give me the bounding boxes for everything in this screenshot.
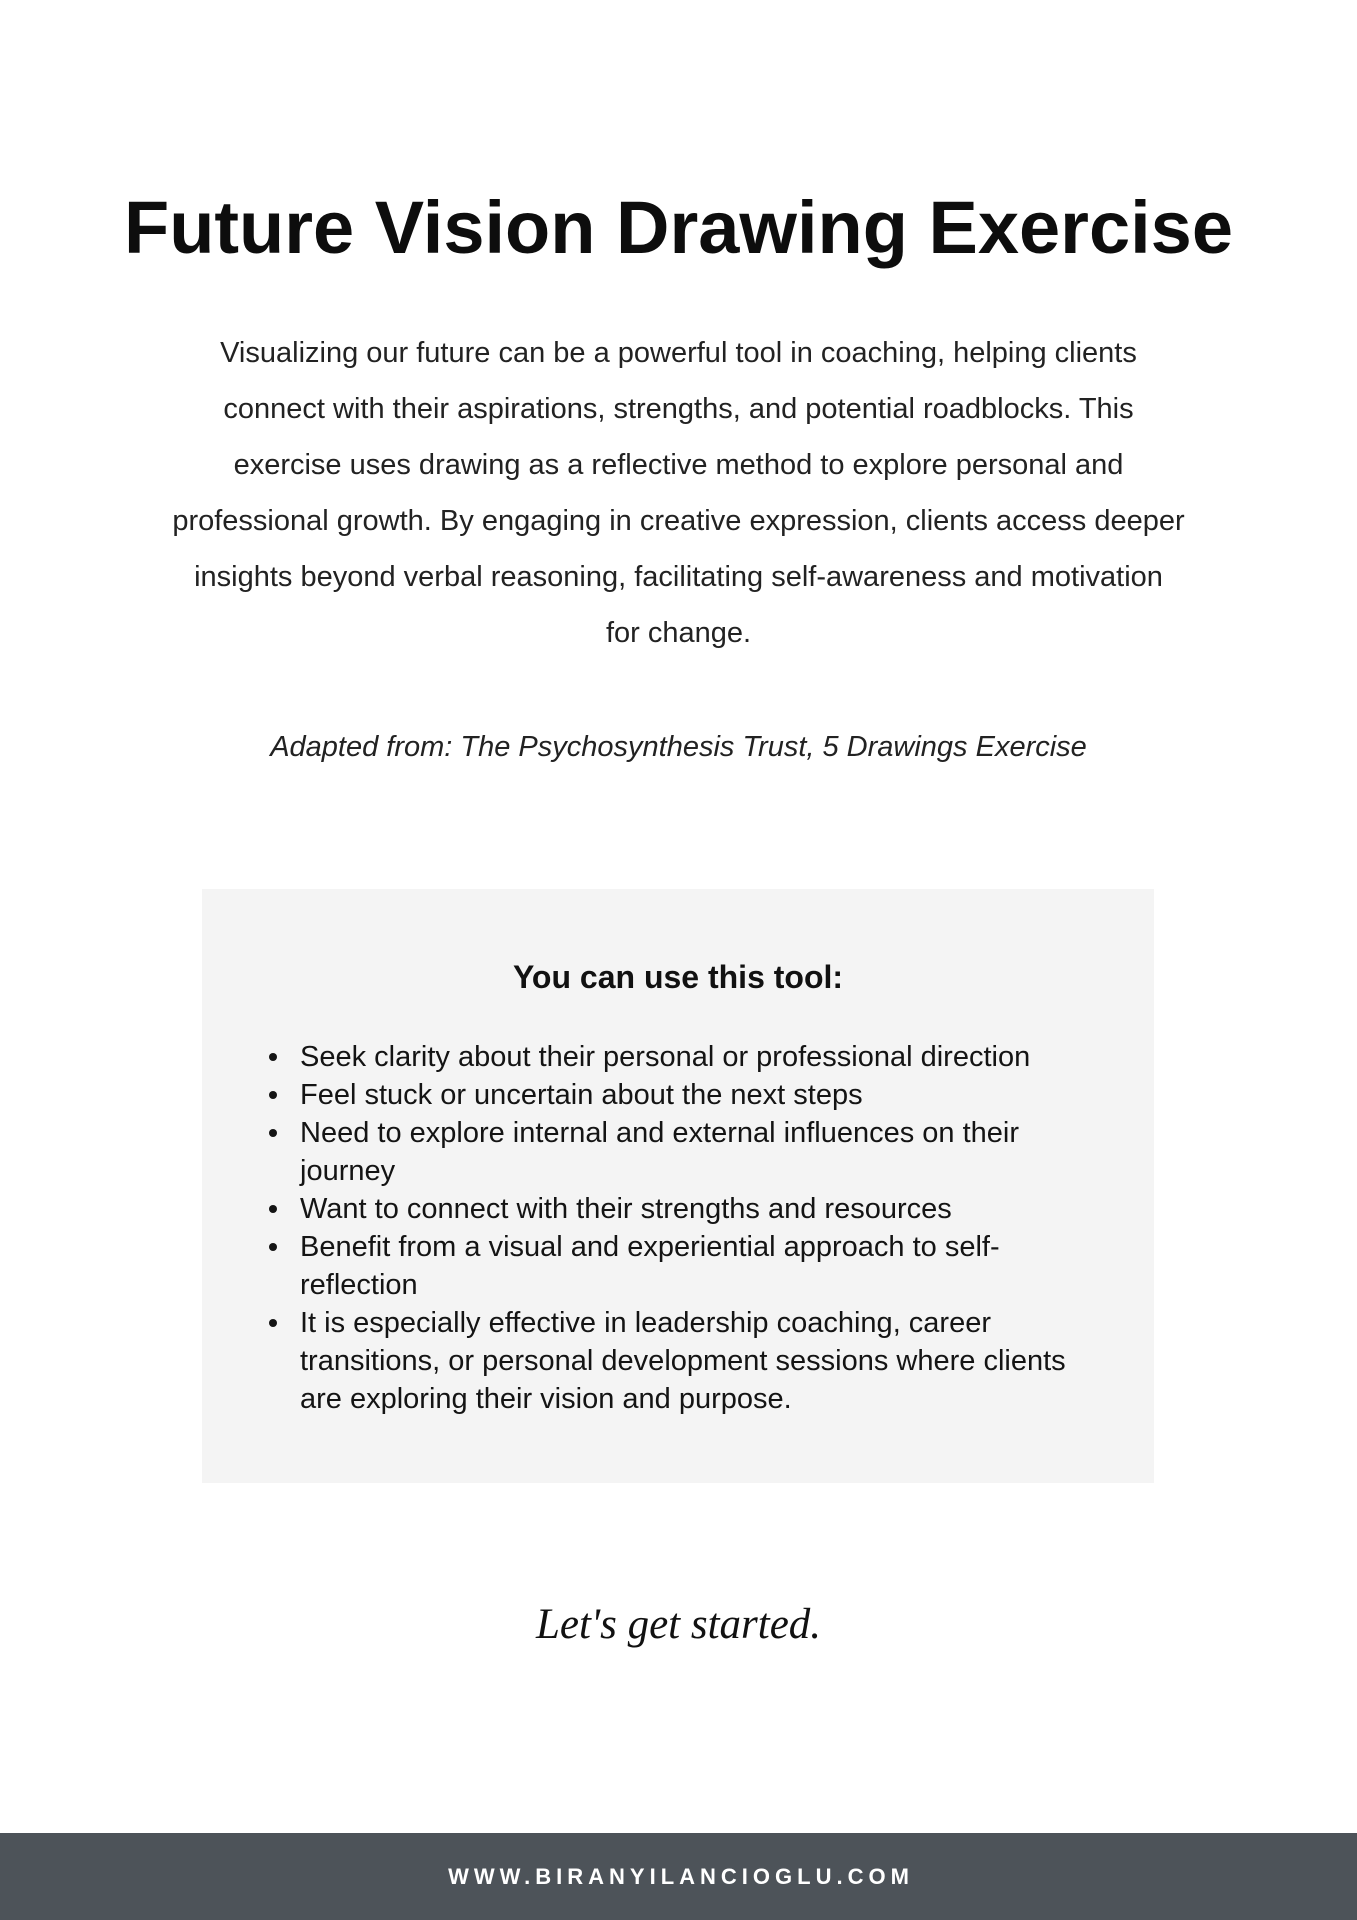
website-link[interactable]: WWW.BIRANYILANCIOGLU.COM bbox=[448, 1864, 914, 1889]
closing-line: Let's get started. bbox=[535, 1601, 822, 1648]
tool-usage-box bbox=[202, 889, 1154, 1483]
list-item: Want to connect with their strengths and resources bbox=[300, 1190, 1090, 1228]
list-item: Seek clarity about their personal or professional direction bbox=[300, 1038, 1090, 1076]
attribution-note: Adapted from: The Psychosynthesis Trust, 5 Drawings Exercise bbox=[270, 731, 1087, 763]
intro-line: professional growth. By engaging in creative expression, clients access deeper bbox=[172, 505, 1185, 537]
tool-usage-heading: You can use this tool: bbox=[512, 959, 844, 995]
list-item: Feel stuck or uncertain about the next steps bbox=[300, 1076, 1090, 1114]
list-item: Need to explore internal and external influences on their journey bbox=[300, 1114, 1090, 1190]
intro-line: connect with their aspirations, strengths, and potential roadblocks. This bbox=[223, 393, 1134, 425]
intro-line: insights beyond verbal reasoning, facilitating self-awareness and motivation bbox=[194, 561, 1163, 593]
intro-line: Visualizing our future can be a powerful tool in coaching, helping clients bbox=[220, 337, 1137, 369]
list-item: Benefit from a visual and experiential approach to self-reflection bbox=[300, 1228, 1090, 1304]
intro-line: for change. bbox=[605, 617, 752, 649]
intro-paragraph bbox=[0, 325, 1357, 661]
footer-bar bbox=[0, 1833, 1357, 1920]
tool-usage-list bbox=[300, 1038, 1090, 1418]
intro-line: exercise uses drawing as a reflective method to explore personal and bbox=[233, 449, 1124, 481]
list-item: It is especially effective in leadership coaching, career transitions, or personal development sessions where clients are exploring their vision and purpose. bbox=[300, 1304, 1090, 1418]
page-title: Future Vision Drawing Exercise bbox=[124, 185, 1233, 269]
